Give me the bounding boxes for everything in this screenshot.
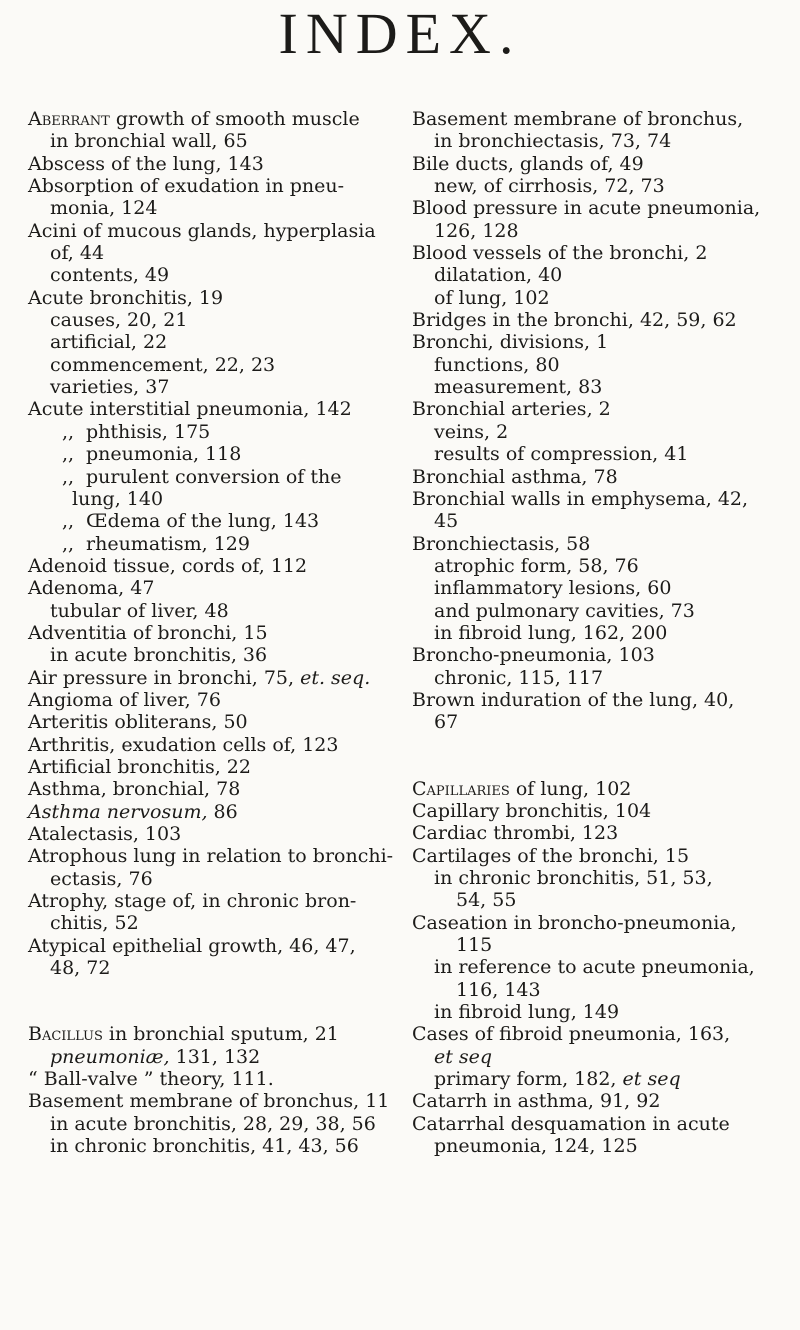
index-entry (28, 845, 394, 868)
index-entry (28, 331, 383, 353)
index-entry (412, 466, 767, 488)
entry-text: Blood vessels of the bronchi, 2 (412, 242, 708, 265)
letter-section-gap (28, 979, 383, 1023)
index-entry (28, 868, 383, 890)
entry-text: lung, 140 (72, 487, 164, 510)
index-entry (28, 622, 383, 644)
index-entry (412, 845, 767, 867)
entry-text: chronic, 115, 117 (434, 666, 604, 689)
ditto-mark: ,, (62, 532, 75, 555)
entry-italic-tail: et. seq. (294, 666, 371, 689)
entry-text: Bridges in the bronchi, 42, 59, 62 (412, 309, 737, 332)
index-entry (412, 667, 767, 689)
index-entry (412, 622, 767, 644)
index-entry (28, 1090, 390, 1113)
entry-text: in bronchiectasis, 73, 74 (434, 130, 672, 153)
index-entry (412, 287, 767, 309)
page-title: INDEX. (278, 1, 522, 66)
index-entry (28, 220, 383, 242)
letter-section-gap (412, 734, 767, 778)
index-entry (412, 175, 767, 197)
entry-text: new, of cirrhosis, 72, 73 (434, 175, 665, 198)
index-entry (28, 935, 383, 957)
index-entry (28, 1113, 383, 1135)
entry-text: of, 44 (50, 242, 105, 265)
entry-text: causes, 20, 21 (50, 309, 188, 332)
index-column-right (412, 108, 767, 1157)
index-entry (412, 1090, 767, 1112)
index-entry (412, 309, 767, 331)
index-entry (28, 711, 383, 733)
index-entry (28, 354, 383, 376)
index-entry (412, 711, 767, 733)
entry-text: Capillary bronchitis, 104 (412, 799, 652, 822)
index-entry (28, 778, 383, 800)
index-entry (412, 443, 767, 465)
index-entry (28, 555, 383, 577)
entry-text: Caseation in broncho-pneumonia, (412, 911, 737, 934)
index-entry (28, 108, 383, 130)
index-entry (412, 510, 767, 532)
entry-text: Bronchial arteries, 2 (412, 398, 611, 421)
entry-text: Cardiac thrombi, 123 (412, 822, 619, 845)
entry-italic-term: Asthma nervosum, (28, 800, 208, 823)
entry-text: results of compression, 41 (434, 443, 689, 466)
index-entry (28, 912, 383, 934)
index-entry (412, 108, 767, 130)
entry-lead-word: Bacillus (28, 1023, 103, 1046)
index-entry (412, 956, 767, 978)
entry-text: in fibroid lung, 149 (434, 1001, 620, 1024)
entry-text: Catarrh in asthma, 91, 92 (412, 1090, 661, 1113)
index-entry (412, 242, 767, 264)
entry-text: Angioma of liver, 76 (28, 688, 221, 711)
index-entry (28, 466, 383, 488)
entry-text: Adenoid tissue, cords of, 112 (28, 554, 308, 577)
entry-text: dilatation, 40 (434, 264, 563, 287)
entry-text: Cartilages of the bronchi, 15 (412, 844, 690, 867)
entry-text: Atypical epithelial growth, 46, 47, (28, 934, 356, 957)
entry-text: Acute bronchitis, 19 (28, 286, 224, 309)
entry-text: Arteritis obliterans, 50 (28, 711, 248, 734)
ditto-mark: ,, (62, 420, 75, 443)
entry-text: Bronchiectasis, 58 (412, 532, 591, 555)
index-entry (28, 510, 383, 532)
index-entry (28, 153, 383, 175)
index-entry (412, 398, 767, 420)
entry-text: Acini of mucous glands, hyperplasia (28, 219, 376, 242)
entry-text: measurement, 83 (434, 376, 603, 399)
index-entry (28, 957, 383, 979)
index-entry (412, 153, 767, 175)
index-entry (412, 1068, 767, 1090)
index-entry (412, 376, 767, 398)
index-entry (412, 1001, 767, 1023)
entry-text: contents, 49 (50, 264, 170, 287)
index-entry (28, 1046, 383, 1068)
entry-text: Atrophy, stage of, in chronic bron- (28, 890, 357, 913)
entry-text: Bronchial walls in emphysema, 42, (412, 487, 749, 510)
index-entry (28, 577, 383, 599)
entry-text: Adenoma, 47 (28, 577, 155, 600)
index-entry (28, 600, 383, 622)
entry-text: 54, 55 (456, 889, 517, 912)
entry-text: Artificial bronchitis, 22 (28, 755, 251, 778)
entry-text: Catarrhal desquamation in acute (412, 1112, 730, 1135)
entry-text: in reference to acute pneumonia, (434, 956, 755, 979)
entry-text: in acute bronchitis, 36 (50, 644, 268, 667)
entry-text: atrophic form, 58, 76 (434, 554, 639, 577)
index-entry (28, 644, 383, 666)
entry-text: and pulmonary cavities, 73 (434, 599, 695, 622)
entry-text: in acute bronchitis, 28, 29, 38, 56 (50, 1112, 376, 1135)
index-entry (412, 264, 767, 286)
entry-text: rheumatism, 129 (86, 532, 250, 555)
index-entry (412, 778, 767, 800)
index-entry (28, 197, 383, 219)
index-entry (412, 934, 767, 956)
entry-text: functions, 80 (434, 353, 560, 376)
index-entry (28, 175, 383, 197)
index-entry (412, 912, 767, 934)
entry-text: 67 (434, 711, 459, 734)
index-entry (28, 823, 383, 845)
index-entry (28, 1135, 383, 1157)
entry-text: pneumonia, 118 (86, 443, 242, 466)
entry-text: Basement membrane of bronchus, 11 (28, 1090, 390, 1113)
entry-text: 126, 128 (434, 219, 519, 242)
index-entry (412, 867, 767, 889)
index-entry (28, 734, 383, 756)
entry-text: Brown induration of the lung, 40, (412, 688, 735, 711)
index-entry (28, 756, 383, 778)
index-entry (28, 533, 383, 555)
index-entry (412, 600, 767, 622)
index-entry (412, 644, 767, 666)
entry-text: phthisis, 175 (86, 420, 211, 443)
entry-text: Bile ducts, glands of, 49 (412, 152, 644, 175)
entry-italic-tail: et seq (616, 1068, 681, 1091)
index-entry (412, 533, 767, 555)
index-entry (412, 1023, 767, 1045)
entry-text: Absorption of exudation in pneu- (28, 175, 345, 198)
index-entry (412, 800, 767, 822)
entry-text: 86 (207, 800, 238, 823)
index-entry (28, 421, 383, 443)
index-entry (412, 130, 767, 152)
index-entry (28, 376, 383, 398)
index-entry (412, 197, 767, 219)
entry-text: in bronchial sputum, 21 (102, 1023, 339, 1046)
entry-text: primary form, 182, (434, 1068, 617, 1091)
index-entry (28, 398, 383, 420)
entry-text: “ Ball-valve ” theory, 111. (28, 1068, 274, 1091)
entry-italic-term: pneumoniæ, (50, 1045, 170, 1068)
index-entry (28, 689, 383, 711)
entry-text: 48, 72 (50, 957, 111, 980)
entry-text: Asthma, bronchial, 78 (28, 778, 241, 801)
entry-text: Basement membrane of bronchus, (412, 108, 744, 130)
entry-text: Arthritis, exudation cells of, 123 (28, 733, 339, 756)
entry-lead-word: Capillaries (412, 777, 510, 800)
entry-text: Blood pressure in acute pneumonia, (412, 197, 761, 220)
entry-text: 116, 143 (456, 978, 541, 1001)
index-entry (28, 309, 383, 331)
entry-text: in bronchial wall, 65 (50, 130, 248, 153)
index-entry (28, 443, 383, 465)
entry-text: Air pressure in bronchi, 75, (28, 666, 295, 689)
index-entry (412, 354, 767, 376)
entry-text: 131, 132 (169, 1045, 261, 1068)
entry-text: Atalectasis, 103 (28, 823, 182, 845)
entry-text: tubular of liver, 48 (50, 599, 229, 622)
index-entry (28, 1023, 383, 1045)
ditto-mark: ,, (62, 465, 75, 488)
entry-text: Abscess of the lung, 143 (28, 152, 264, 175)
index-entry (412, 555, 767, 577)
entry-text: Acute interstitial pneumonia, 142 (28, 398, 352, 421)
index-entry (412, 822, 767, 844)
entry-text: inflammatory lesions, 60 (434, 577, 672, 600)
ditto-mark: ,, (62, 510, 75, 533)
entry-text: in fibroid lung, 162, 200 (434, 621, 668, 644)
entry-text: monia, 124 (50, 197, 158, 220)
index-entry (412, 979, 767, 1001)
entry-lead-word: Aberrant (28, 108, 110, 130)
index-entry (28, 1068, 383, 1090)
index-entry (28, 130, 383, 152)
entry-text: varieties, 37 (50, 376, 170, 399)
entry-text: Bronchi, divisions, 1 (412, 331, 609, 354)
index-entry (28, 890, 383, 912)
index-entry (412, 331, 767, 353)
entry-text: ectasis, 76 (50, 867, 153, 890)
entry-text: commencement, 22, 23 (50, 353, 276, 376)
entry-text: 115 (456, 934, 493, 957)
index-entry (28, 287, 383, 309)
ditto-mark: ,, (62, 443, 75, 466)
entry-text: Bronchial asthma, 78 (412, 465, 618, 488)
entry-text: in chronic bronchitis, 51, 53, (434, 867, 713, 889)
index-entry (412, 1046, 767, 1068)
entry-text: veins, 2 (434, 420, 509, 443)
entry-text: Broncho-pneumonia, 103 (412, 644, 655, 667)
index-entry (28, 488, 383, 510)
index-entry (412, 488, 767, 510)
entry-text: Œdema of the lung, 143 (86, 510, 320, 533)
index-entry (28, 667, 383, 689)
entry-text: growth of smooth muscle (109, 108, 360, 130)
entry-text: of lung, 102 (509, 777, 632, 800)
entry-text: in chronic bronchitis, 41, 43, 56 (50, 1135, 359, 1158)
index-entry (412, 1135, 767, 1157)
entry-text: Adventitia of bronchi, 15 (28, 621, 268, 644)
entry-text: pneumonia, 124, 125 (434, 1135, 638, 1158)
index-entry (412, 421, 767, 443)
index-entry (28, 242, 383, 264)
index-entry (412, 1113, 767, 1135)
entry-text: of lung, 102 (434, 286, 550, 309)
entry-italic-term: et seq (434, 1045, 493, 1068)
index-entry (28, 264, 383, 286)
index-entry (28, 801, 383, 823)
index-entry (412, 689, 767, 711)
entry-text: Cases of fibroid pneumonia, 163, (412, 1023, 731, 1046)
index-column-left (28, 108, 394, 1158)
entry-text: artificial, 22 (50, 331, 168, 354)
entry-text: chitis, 52 (50, 912, 139, 935)
index-entry (412, 577, 767, 599)
entry-text: purulent conversion of the (86, 465, 342, 488)
entry-text: 45 (434, 510, 459, 533)
index-entry (412, 889, 767, 911)
entry-text: Atrophous lung in relation to bronchi- (28, 845, 394, 868)
index-entry (412, 220, 767, 242)
